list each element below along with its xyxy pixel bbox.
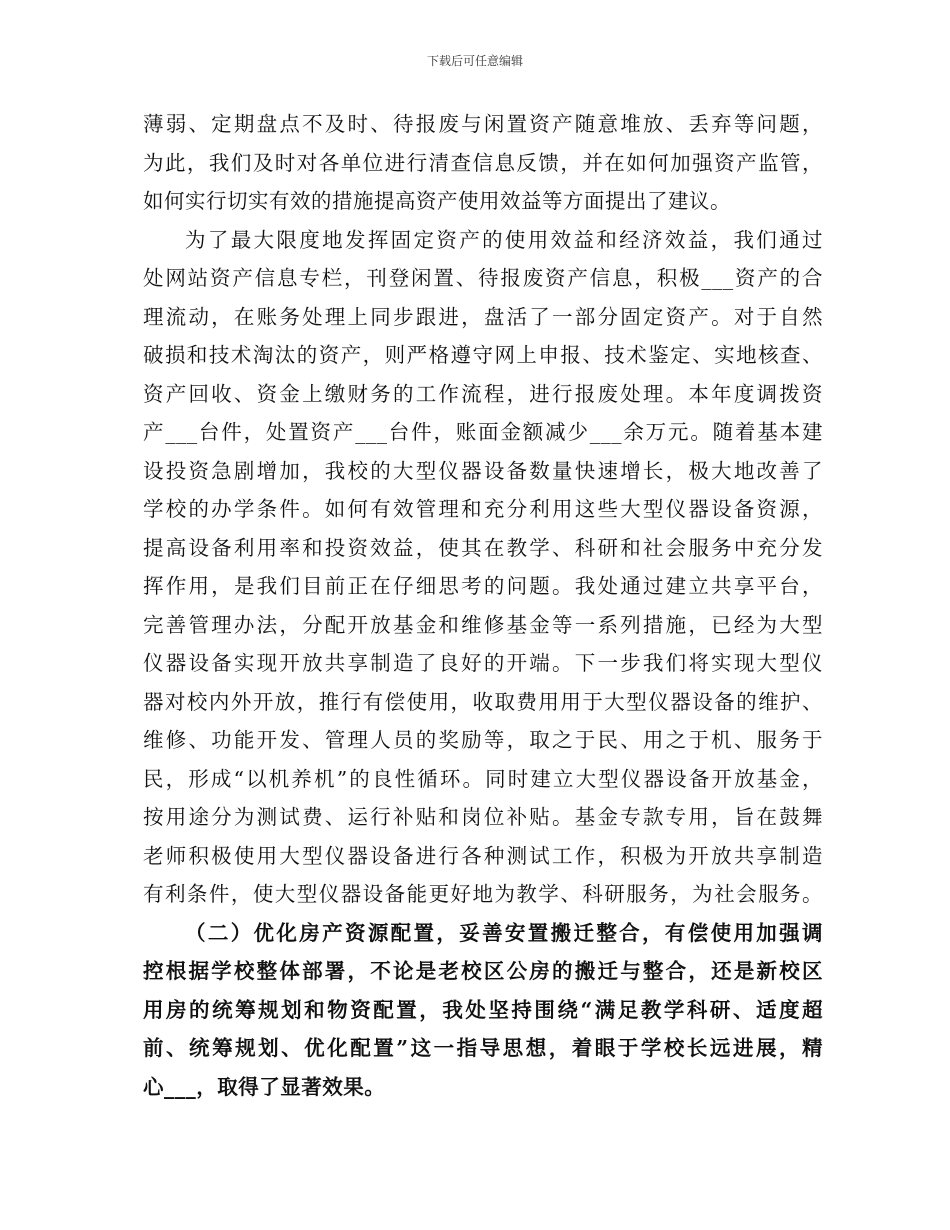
text-line: 薄弱、定期盘点不及时、待报废与闲置资产随意堆放、丢弃等问题， <box>143 112 823 136</box>
text-line: 维修、功能开发、管理人员的奖励等，取之于民、用之于机、服务于 <box>143 728 823 752</box>
text-line: 老师积极使用大型仪器设备进行各种测试工作，积极为开放共享制造 <box>143 843 823 868</box>
text-line: 为了最大限度地发挥固定资产的使用效益和经济效益，我们通过 <box>185 227 823 252</box>
text-line: 有利条件，使大型仪器设备能更好地为教学、科研服务，为社会服务。 <box>143 882 823 906</box>
text-line: 挥作用，是我们目前正在仔细思考的问题。我处通过建立共享平台， <box>143 574 823 598</box>
text-line: 学校的办学条件。如何有效管理和充分利用这些大型仪器设备资源， <box>143 497 823 521</box>
paragraph-asset-supervision <box>143 105 823 221</box>
text-line: 提高设备利用率和投资效益，使其在教学、科研和社会服务中充分发 <box>143 535 823 560</box>
document-body <box>143 105 823 1106</box>
text-line: 前、统筹规划、优化配置”这一指导思想，着眼于学校长远进展，精 <box>143 1036 823 1060</box>
text-line: 产___台件，处置资产___台件，账面金额减少___余万元。随着基本建 <box>143 420 823 444</box>
text-line: 仪器设备实现开放共享制造了良好的开端。下一步我们将实现大型仪 <box>143 651 823 675</box>
text-line: 用房的统筹规划和物资配置，我处坚持围绕“满足教学科研、适度超 <box>143 997 823 1022</box>
text-line: 资产回收、资金上缴财务的工作流程，进行报废处理。本年度调拨资 <box>143 381 823 406</box>
text-line: 心___，取得了显著效果。 <box>143 1074 386 1099</box>
text-line: 为此，我们及时对各单位进行清查信息反馈，并在如何加强资产监管， <box>143 150 823 175</box>
text-line: 处网站资产信息专栏，刊登闲置、待报废资产信息，积极___资产的合 <box>143 266 823 290</box>
text-line: 破损和技术淘汰的资产，则严格遵守网上申报、技术鉴定、实地核查、 <box>143 343 823 367</box>
text-line: （二）优化房产资源配置，妥善安置搬迁整合，有偿使用加强调 <box>185 920 823 945</box>
text-line: 理流动，在账务处理上同步跟进，盘活了一部分固定资产。对于自然 <box>143 304 823 329</box>
page-header: 下载后可任意编辑 <box>426 54 523 68</box>
text-line: 控根据学校整体部署，不论是老校区公房的搬迁与整合，还是新校区 <box>143 959 823 983</box>
text-line: 民，形成“以机养机”的良性循环。同时建立大型仪器设备开放基金， <box>143 766 823 791</box>
text-line: 完善管理办法，分配开放基金和维修基金等一系列措施，已经为大型 <box>143 612 823 637</box>
text-line: 按用途分为测试费、运行补贴和岗位补贴。基金专款专用，旨在鼓舞 <box>143 805 823 829</box>
paragraph-section-heading-housing <box>143 914 823 1107</box>
text-line: 器对校内外开放，推行有偿使用，收取费用用于大型仪器设备的维护、 <box>143 689 823 714</box>
paragraph-asset-efficiency <box>143 221 823 914</box>
text-line: 如何实行切实有效的措施提高资产使用效益等方面提出了建议。 <box>143 189 731 213</box>
text-line: 设投资急剧增加，我校的大型仪器设备数量快速增长，极大地改善了 <box>143 458 823 483</box>
